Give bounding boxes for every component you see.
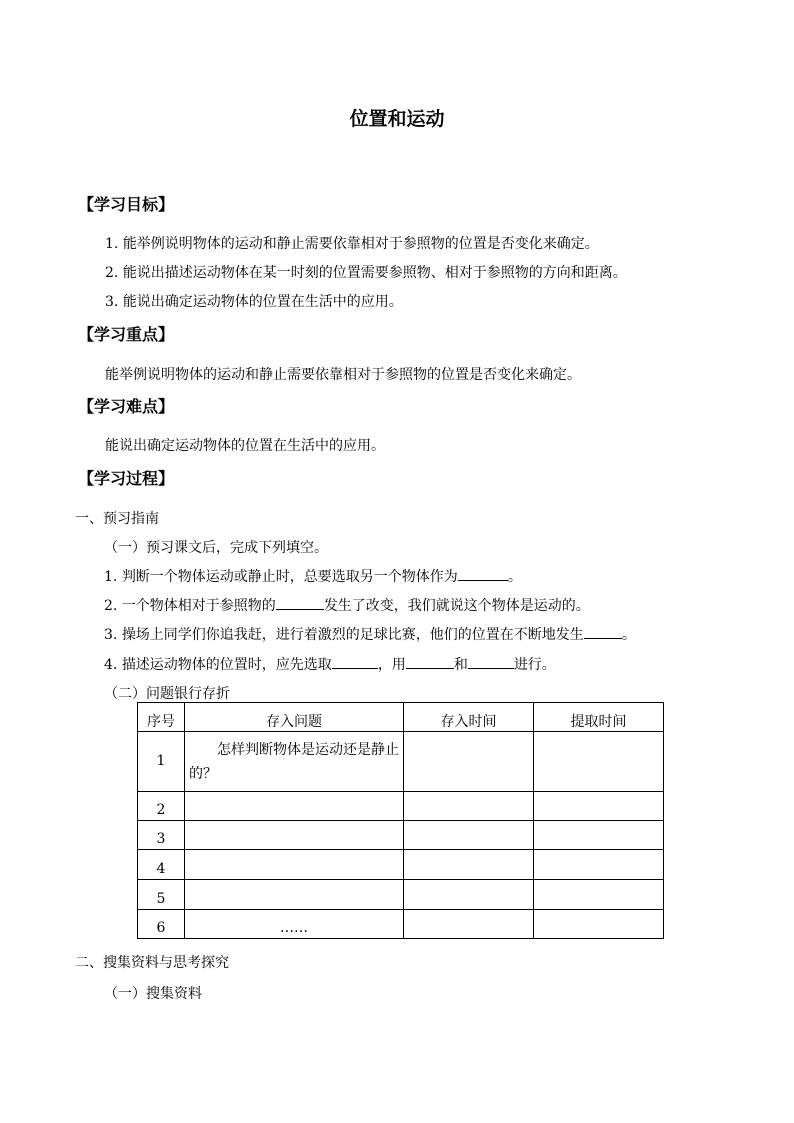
fill-question-1: [104, 566, 522, 586]
fill-blank[interactable]: [406, 654, 454, 669]
row-deposit-time[interactable]: [404, 792, 534, 821]
fill-text: 进行。: [513, 657, 556, 673]
row-question: ……: [185, 910, 404, 939]
difficulty-text: 能说出确定运动物体的位置在生活中的应用。: [105, 438, 385, 454]
row-question[interactable]: [185, 850, 404, 880]
fill-text: 发生了改变，我们就说这个物体是运动的。: [323, 598, 590, 614]
fill-text: 描述运动物体的位置时，应先选取: [121, 657, 332, 673]
table-row: [138, 850, 664, 880]
row-deposit-time[interactable]: [404, 880, 534, 910]
row-withdraw-time[interactable]: [534, 880, 664, 910]
goal-num: 2.: [105, 265, 119, 281]
goal-text: 能说出描述运动物体在某一时刻的位置需要参照物、相对于参照物的方向和距离。: [122, 265, 627, 281]
fill-text: 操场上同学们你追我赶，进行着激烈的足球比赛，他们的位置在不断地发生: [121, 627, 584, 643]
table-row: [138, 792, 664, 821]
row-num: 1: [138, 732, 185, 792]
row-withdraw-time[interactable]: [534, 821, 664, 850]
row-deposit-time[interactable]: [404, 910, 534, 939]
part2-sub1-title: （一）搜集资料: [104, 986, 202, 1002]
row-num: 2: [138, 792, 185, 821]
fill-blank[interactable]: [276, 595, 324, 610]
col-header-withdraw-time: 提取时间: [534, 703, 664, 732]
goal-item-2: [105, 262, 627, 282]
fill-blank[interactable]: [458, 566, 508, 581]
row-num: 3: [138, 821, 185, 850]
row-question: [185, 732, 404, 792]
row-withdraw-time[interactable]: [534, 910, 664, 939]
page-title: 位置和运动: [349, 108, 445, 130]
fill-blank[interactable]: [332, 654, 378, 669]
fill-question-3: [104, 624, 636, 644]
row-num: 6: [138, 910, 185, 939]
part1-title: 一、预习指南: [75, 511, 159, 527]
difficulty-heading: 【学习难点】: [78, 397, 175, 416]
row-num: 4: [138, 850, 185, 880]
fill-num: 3.: [104, 627, 118, 643]
row-question-text: 怎样判断物体是运动还是静止的？: [189, 741, 399, 782]
fill-question-4: [104, 654, 556, 674]
key-point-heading: 【学习重点】: [78, 325, 175, 344]
goal-num: 3.: [105, 294, 119, 310]
col-header-num: 序号: [138, 703, 185, 732]
fill-question-2: [104, 595, 590, 615]
key-point-text: 能举例说明物体的运动和静止需要依靠相对于参照物的位置是否变化来确定。: [105, 367, 581, 383]
row-deposit-time[interactable]: [404, 821, 534, 850]
goal-item-3: [105, 291, 403, 311]
goal-text: 能说出确定运动物体的位置在生活中的应用。: [122, 294, 403, 310]
table-row: [138, 880, 664, 910]
goal-item-1: [105, 233, 599, 253]
row-deposit-time[interactable]: [404, 850, 534, 880]
part2-title: 二、搜集资料与思考探究: [75, 955, 229, 971]
row-num: 5: [138, 880, 185, 910]
goal-num: 1.: [105, 236, 119, 252]
fill-num: 2.: [104, 598, 118, 614]
row-deposit-time[interactable]: [404, 732, 534, 792]
fill-text: 和: [453, 657, 468, 673]
table-row: [138, 910, 664, 939]
table-row: [138, 821, 664, 850]
table-header-row: [138, 703, 664, 732]
fill-num: 4.: [104, 657, 118, 673]
fill-text: 。: [621, 627, 636, 643]
sub1-title: （一）预习课文后，完成下列填空。: [104, 540, 328, 556]
table-row: [138, 732, 664, 792]
goals-heading: 【学习目标】: [78, 195, 175, 214]
row-withdraw-time[interactable]: [534, 792, 664, 821]
fill-blank[interactable]: [584, 624, 622, 639]
col-header-question: 存入问题: [185, 703, 404, 732]
goal-text: 能举例说明物体的运动和静止需要依靠相对于参照物的位置是否变化来确定。: [122, 236, 599, 252]
fill-blank[interactable]: [468, 654, 514, 669]
row-withdraw-time[interactable]: [534, 732, 664, 792]
col-header-deposit-time: 存入时间: [404, 703, 534, 732]
row-question[interactable]: [185, 880, 404, 910]
fill-text: ，用: [377, 657, 406, 673]
sub2-title: （二）问题银行存折: [104, 686, 230, 702]
row-question[interactable]: [185, 792, 404, 821]
row-withdraw-time[interactable]: [534, 850, 664, 880]
row-question[interactable]: [185, 821, 404, 850]
fill-text: 判断一个物体运动或静止时，总要选取另一个物体作为: [121, 569, 458, 585]
fill-num: 1.: [104, 569, 118, 585]
fill-text: 。: [507, 569, 522, 585]
question-bank-table: [137, 702, 664, 939]
fill-text: 一个物体相对于参照物的: [121, 598, 276, 614]
process-heading: 【学习过程】: [78, 469, 175, 488]
